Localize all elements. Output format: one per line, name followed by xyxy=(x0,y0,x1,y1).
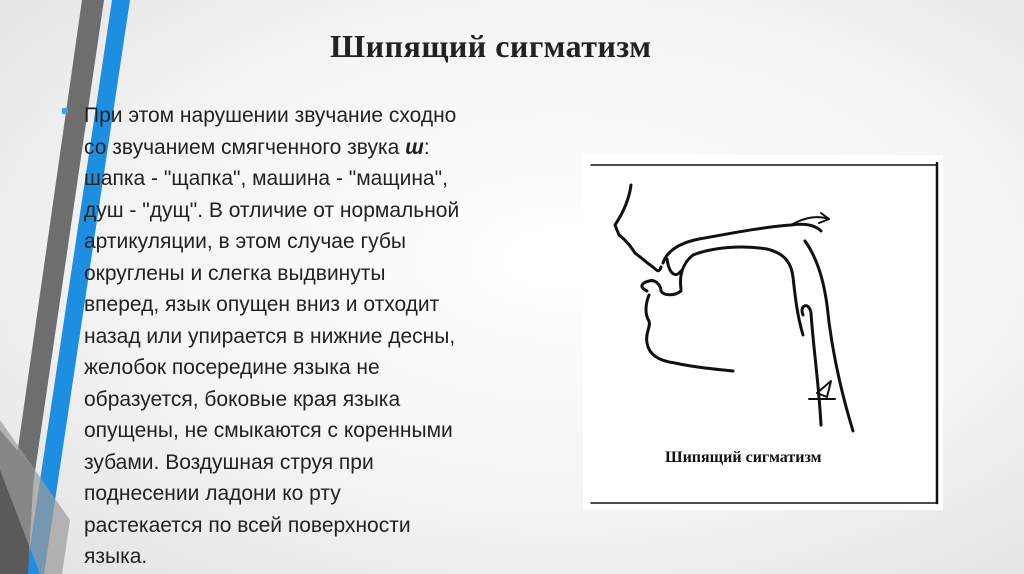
articulation-figure xyxy=(583,155,943,510)
body-line: поднесении ладони ко рту xyxy=(84,482,341,505)
tongue-contour xyxy=(681,247,804,335)
body-line: душ - "дущ". В отличие от нормальной xyxy=(84,198,460,222)
body-line: зубами. Воздушная струя при xyxy=(84,450,374,474)
body-line: назад или упирается в нижние десны, xyxy=(84,324,456,348)
chin-contour xyxy=(646,295,733,371)
slide-title: Шипящий сигматизм xyxy=(330,28,652,64)
upper-face-profile xyxy=(615,185,661,271)
lower-lip xyxy=(642,281,681,295)
body-line: шапка - "щапка", машина - "мащина", xyxy=(84,167,448,190)
body-line: языка. xyxy=(84,545,148,568)
upper-teeth xyxy=(667,259,681,275)
body-line: артикуляции, в этом случае губы xyxy=(84,230,406,253)
figure-caption: Шипящий сигматизм xyxy=(665,449,822,466)
body-text-segment: : xyxy=(423,135,430,159)
body-line: вперед, язык опущен вниз и отходит xyxy=(84,293,440,316)
slide-body-text xyxy=(84,100,554,573)
emphasized-sound: ш xyxy=(405,135,424,159)
body-line: образуется, боковые края языка xyxy=(84,387,401,411)
body-line: растекается по всей поверхности xyxy=(84,513,411,537)
body-text-segment: со звучанием смягченного звука xyxy=(84,135,406,159)
body-line xyxy=(84,132,554,164)
epiglottis-contour xyxy=(802,306,821,425)
body-line: опущены, не смыкаются с коренными xyxy=(84,419,453,442)
bullet-marker xyxy=(62,108,68,114)
body-line: желобок посередине языка не xyxy=(84,356,380,379)
body-line: округлены и слегка выдвинуты xyxy=(84,261,386,285)
body-line: При этом нарушении звучание сходно xyxy=(84,104,457,127)
palate-contour xyxy=(663,224,821,263)
